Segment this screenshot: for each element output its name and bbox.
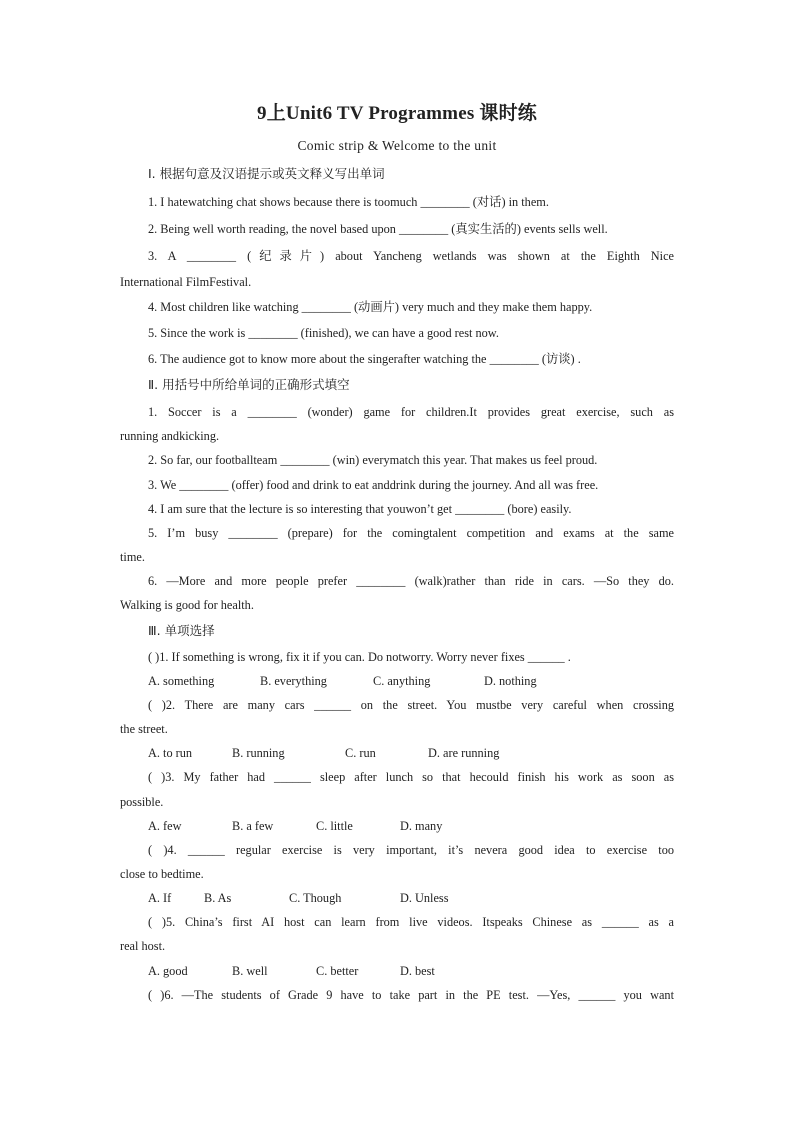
mc-question-2: ( )2. There are many cars ______ on the street. You mustbe very careful when crossing bbox=[148, 698, 674, 712]
mc-option: D. Unless bbox=[400, 891, 449, 905]
part2-question-2: 2. So far, our footballteam ________ (win) everymatch this year. That makes us feel proud. bbox=[148, 453, 598, 467]
part1-question-4: 4. Most children like watching ________ (动画片) very much and they make them happy. bbox=[148, 300, 593, 314]
mc-option: A. good bbox=[148, 964, 188, 978]
mc-question-5-cont: real host. bbox=[120, 939, 166, 953]
mc-option: A. to run bbox=[148, 746, 193, 760]
mc-option: D. many bbox=[400, 819, 443, 833]
mc-option: D. nothing bbox=[484, 674, 537, 688]
part1-question-3: 3. A ________ (纪录片) about Yancheng wetlands was shown at the Eighth Nice bbox=[148, 249, 674, 263]
part2-question-1: 1. Soccer is a ________ (wonder) game for children.It provides great exercise, such as bbox=[148, 405, 674, 419]
mc-question-5: ( )5. China’s first AI host can learn from live videos. Itspeaks Chinese as ______ as a bbox=[148, 915, 674, 929]
mc-option: B. everything bbox=[260, 674, 327, 688]
part2-question-6: 6. —More and more people prefer ________ (walk)rather than ride in cars. —So they do. bbox=[148, 574, 674, 588]
part1-question-1: 1. I hatewatching chat shows because there is toomuch ________ (对话) in them. bbox=[148, 195, 549, 209]
mc-question-2-cont: the street. bbox=[120, 722, 168, 736]
mc-option: C. Though bbox=[289, 891, 342, 905]
mc-option: A. few bbox=[148, 819, 182, 833]
part1-question-5: 5. Since the work is ________ (finished), we can have a good rest now. bbox=[148, 326, 499, 340]
part2-question-6-cont: Walking is good for health. bbox=[120, 598, 254, 612]
part1-question-2: 2. Being well worth reading, the novel based upon ________ (真实生活的) events sells well. bbox=[148, 222, 608, 236]
mc-question-1: ( )1. If something is wrong, fix it if you can. Do notworry. Worry never fixes ______ . bbox=[148, 650, 571, 664]
mc-option: B. a few bbox=[232, 819, 274, 833]
section-heading-2: Ⅱ. 用括号中所给单词的正确形式填空 bbox=[148, 377, 350, 392]
part1-question-6: 6. The audience got to know more about the singerafter watching the ________ (访谈) . bbox=[148, 352, 581, 366]
mc-option: D. are running bbox=[428, 746, 500, 760]
page-title: 9上Unit6 TV Programmes 课时练 bbox=[257, 103, 537, 124]
mc-question-4: ( )4. ______ regular exercise is very important, it’s nevera good idea to exercise too bbox=[148, 843, 674, 857]
mc-question-6: ( )6. —The students of Grade 9 have to take part in the PE test. —Yes, ______ you want bbox=[148, 988, 674, 1002]
mc-question-3: ( )3. My father had ______ sleep after lunch so that hecould finish his work as soon as bbox=[148, 770, 674, 784]
mc-question-4-cont: close to bedtime. bbox=[120, 867, 204, 881]
mc-option: A. something bbox=[148, 674, 215, 688]
section-heading-3: Ⅲ. 单项选择 bbox=[148, 623, 215, 638]
part2-question-1-cont: running andkicking. bbox=[120, 429, 220, 443]
mc-option: C. little bbox=[316, 819, 353, 833]
mc-option: B. well bbox=[232, 964, 268, 978]
part1-question-3-cont: International FilmFestival. bbox=[120, 275, 252, 289]
mc-option: B. running bbox=[232, 746, 285, 760]
mc-question-3-cont: possible. bbox=[120, 795, 164, 809]
section-heading-1: Ⅰ. 根据句意及汉语提示或英文释义写出单词 bbox=[148, 166, 385, 181]
part2-question-5-cont: time. bbox=[120, 550, 145, 564]
part2-question-4: 4. I am sure that the lecture is so interesting that youwon’t get ________ (bore) easily. bbox=[148, 502, 572, 516]
page-subtitle: Comic strip & Welcome to the unit bbox=[297, 138, 497, 153]
part2-question-5: 5. I’m busy ________ (prepare) for the comingtalent competition and exams at the same bbox=[148, 526, 674, 540]
mc-option: C. run bbox=[345, 746, 376, 760]
part2-question-3: 3. We ________ (offer) food and drink to eat anddrink during the journey. And all was free. bbox=[148, 478, 599, 492]
mc-option: C. anything bbox=[373, 674, 431, 688]
mc-option: D. best bbox=[400, 964, 435, 978]
mc-option: B. As bbox=[204, 891, 232, 905]
mc-option: C. better bbox=[316, 964, 359, 978]
mc-option: A. If bbox=[148, 891, 172, 905]
